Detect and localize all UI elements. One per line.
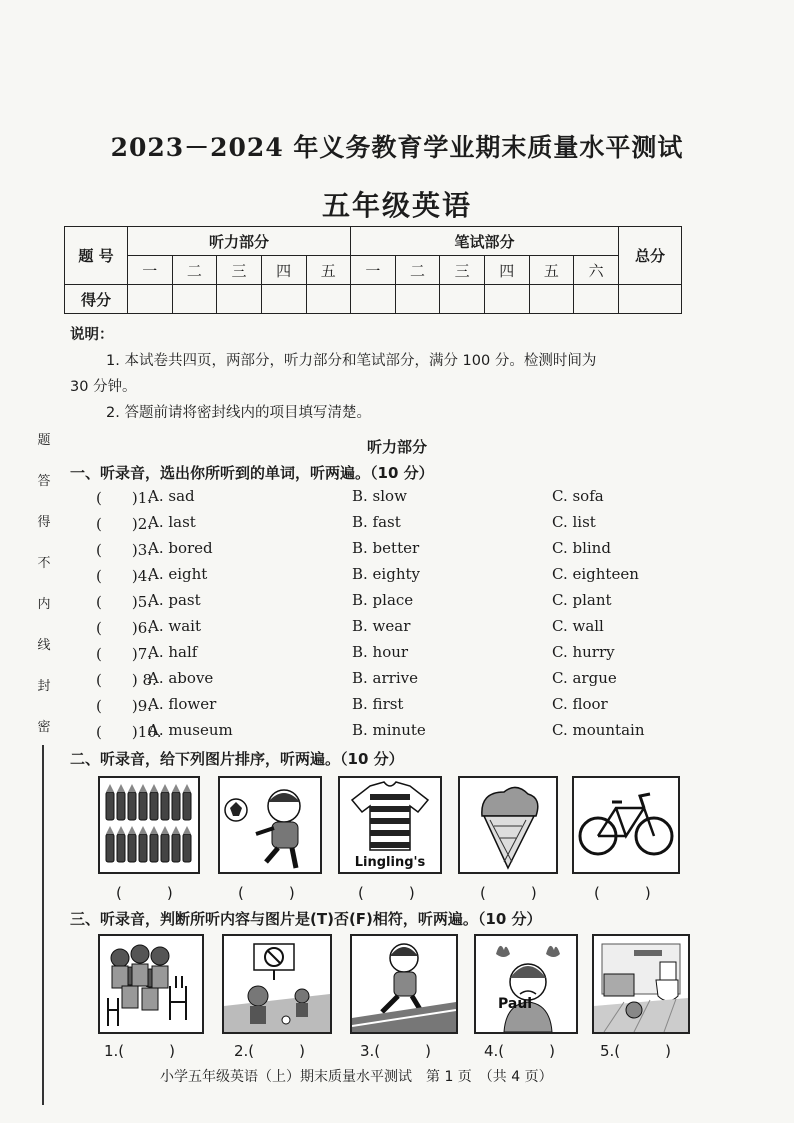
listening-col: 四 [261, 256, 306, 285]
score-cell[interactable] [261, 285, 306, 314]
writing-col: 二 [395, 256, 440, 285]
score-cell[interactable] [172, 285, 217, 314]
q2-answer-blank[interactable]: ( ) [480, 884, 537, 902]
q3-answer-blank[interactable]: 5.( ) [600, 1042, 672, 1060]
answer-blank[interactable]: ( )7. [96, 645, 153, 663]
list-item [96, 539, 716, 565]
option-a: A. half [148, 643, 198, 661]
score-table-row-label: 题 号 [65, 227, 128, 285]
listening-col: 二 [172, 256, 217, 285]
option-c: C. blind [552, 539, 611, 557]
option-c: C. mountain [552, 721, 645, 739]
option-a: A. above [148, 669, 214, 687]
ice-cream-picture [458, 776, 558, 874]
option-b: B. arrive [352, 669, 418, 687]
option-c: C. wall [552, 617, 604, 635]
q3-heading: 三、听录音，判断所听内容与图片是(T)否(F)相符，听两遍。（10 分） [70, 910, 542, 928]
answer-blank[interactable]: ( )10. [96, 723, 162, 741]
binding-line [42, 745, 44, 1105]
score-table-total-header: 总分 [619, 227, 682, 285]
option-b: B. wear [352, 617, 411, 635]
list-item [96, 487, 716, 513]
score-cell[interactable] [306, 285, 351, 314]
answer-blank[interactable]: ( )2. [96, 515, 153, 533]
score-cell[interactable] [574, 285, 619, 314]
answer-blank[interactable]: ( ) 8. [96, 671, 157, 689]
option-a: A. sad [148, 487, 195, 505]
binding-char: 得 [37, 515, 51, 530]
binding-char: 答 [37, 474, 51, 489]
shirt-icon [340, 778, 440, 872]
writing-col: 一 [351, 256, 396, 285]
children-chairs-picture [98, 934, 204, 1034]
crayons-picture [98, 776, 200, 874]
option-c: C. plant [552, 591, 612, 609]
writing-col: 五 [529, 256, 574, 285]
angry-boy-icon [476, 936, 576, 1032]
paul-label: Paul [498, 996, 533, 1012]
running-girl-icon [352, 936, 456, 1032]
answer-blank[interactable]: ( )3. [96, 541, 153, 559]
no-football-sign-icon [224, 936, 330, 1032]
option-b: B. place [352, 591, 414, 609]
option-c: C. floor [552, 695, 608, 713]
bicycle-icon [574, 778, 678, 872]
instruction-item: 30 分钟。 [70, 379, 137, 395]
option-a: A. flower [148, 695, 217, 713]
bicycle-picture [572, 776, 680, 874]
writing-col: 六 [574, 256, 619, 285]
angry-paul-picture [474, 934, 578, 1034]
binding-margin-text [34, 420, 54, 748]
listening-col: 一 [128, 256, 173, 285]
binding-char: 密 [37, 720, 51, 735]
football-icon [220, 778, 320, 872]
list-item [96, 513, 716, 539]
list-item [96, 617, 716, 643]
binding-char: 题 [37, 433, 51, 448]
score-table-listening-header: 听力部分 [128, 227, 351, 256]
crayons-icon [100, 778, 198, 872]
instructions-heading: 说明： [70, 327, 114, 343]
option-b: B. minute [352, 721, 426, 739]
option-c: C. eighteen [552, 565, 639, 583]
page-footer: 小学五年级英语（上）期末质量水平测试 第 1 页 （共 4 页） [160, 1069, 553, 1085]
q2-answer-blank[interactable]: ( ) [358, 884, 415, 902]
score-cell[interactable] [485, 285, 530, 314]
bathroom-icon [594, 936, 688, 1032]
shirt-label: Lingling's [354, 855, 426, 870]
list-item [96, 643, 716, 669]
girl-running-picture [350, 934, 458, 1034]
option-b: B. slow [352, 487, 407, 505]
q3-answer-blank[interactable]: 3.( ) [360, 1042, 432, 1060]
score-cell[interactable] [529, 285, 574, 314]
option-b: B. hour [352, 643, 409, 661]
binding-char: 不 [37, 556, 51, 571]
option-c: C. sofa [552, 487, 604, 505]
option-a: A. museum [148, 721, 233, 739]
list-item [96, 669, 716, 695]
score-row-label: 得分 [65, 285, 128, 314]
score-cell[interactable] [217, 285, 262, 314]
option-c: C. list [552, 513, 596, 531]
q2-answer-blank[interactable]: ( ) [116, 884, 173, 902]
score-total-cell[interactable] [619, 285, 682, 314]
q1-list [96, 487, 716, 747]
answer-blank[interactable]: ( )1. [96, 489, 153, 507]
writing-col: 三 [440, 256, 485, 285]
option-c: C. hurry [552, 643, 615, 661]
score-table [64, 226, 682, 314]
bathroom-picture [592, 934, 690, 1034]
option-b: B. fast [352, 513, 401, 531]
option-c: C. argue [552, 669, 617, 687]
list-item [96, 591, 716, 617]
q3-answer-blank[interactable]: 4.( ) [484, 1042, 556, 1060]
exam-title: 2023－2024 年义务教育学业期末质量水平测试 [110, 133, 684, 162]
q2-answer-blank[interactable]: ( ) [594, 884, 651, 902]
binding-char: 封 [37, 679, 51, 694]
option-a: A. past [148, 591, 201, 609]
instructions [70, 322, 700, 426]
option-b: B. better [352, 539, 420, 557]
instruction-item: 1. 本试卷共四页，两部分，听力部分和笔试部分，满分 100 分。检测时间为 [106, 353, 597, 369]
q2-heading: 二、听录音，给下列图片排序，听两遍。（10 分） [70, 750, 404, 768]
boy-football-picture [218, 776, 322, 874]
answer-blank[interactable]: ( )9. [96, 697, 153, 715]
option-a: A. eight [148, 565, 208, 583]
exam-subtitle: 五年级英语 [321, 189, 472, 222]
list-item [96, 721, 716, 747]
list-item [96, 695, 716, 721]
listening-col: 三 [217, 256, 262, 285]
score-cell[interactable] [128, 285, 173, 314]
instruction-item: 2. 答题前请将密封线内的项目填写清楚。 [106, 405, 371, 421]
listening-col: 五 [306, 256, 351, 285]
writing-col: 四 [485, 256, 530, 285]
q3-answer-blank[interactable]: 2.( ) [234, 1042, 306, 1060]
option-b: B. eighty [352, 565, 420, 583]
score-table-writing-header: 笔试部分 [351, 227, 619, 256]
ice-cream-icon [460, 778, 556, 872]
score-cell[interactable] [351, 285, 396, 314]
section-title-listening: 听力部分 [366, 438, 427, 456]
q3-answer-blank[interactable]: 1.( ) [104, 1042, 176, 1060]
answer-blank[interactable]: ( )6. [96, 619, 153, 637]
answer-blank[interactable]: ( )5. [96, 593, 153, 611]
option-a: A. last [148, 513, 196, 531]
answer-blank[interactable]: ( )4. [96, 567, 153, 585]
binding-char: 内 [37, 597, 51, 612]
score-cell[interactable] [440, 285, 485, 314]
q2-answer-blank[interactable]: ( ) [238, 884, 295, 902]
binding-char: 线 [37, 638, 51, 653]
score-cell[interactable] [395, 285, 440, 314]
no-football-picture [222, 934, 332, 1034]
children-group-icon [100, 936, 202, 1032]
option-a: A. bored [148, 539, 213, 557]
option-b: B. first [352, 695, 404, 713]
list-item [96, 565, 716, 591]
option-a: A. wait [148, 617, 201, 635]
striped-shirt-picture [338, 776, 442, 874]
q1-heading: 一、听录音，选出你所听到的单词，听两遍。（10 分） [70, 464, 434, 482]
